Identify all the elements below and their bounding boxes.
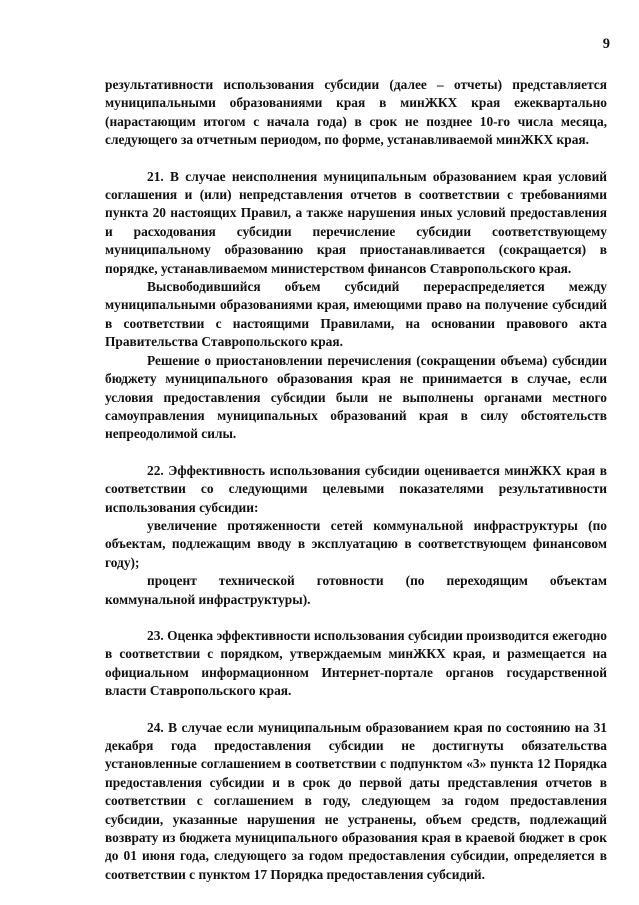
document-body (105, 76, 607, 884)
paragraph-indicator-technical-readiness: процент технической готовности (по переходящим объектам коммунальной инфраструктуры). (105, 573, 607, 607)
paragraph-24-refund: 24. В случае если муниципальным образованием края по состоянию на 31 декабря года предоставления субсидии не достигнуты обязательства установленные соглашением в соответствии с подпунктом «3» пункта 12 Порядка предоставления субсидии и в срок до первой даты представления отчетов в соответствии с соглашением в году, следующем за годом предоставления субсидии, указанные нарушения не устранены, объем средств, подлежащий возврату из бюджета муниципального образования края в краевой бюджет в срок до 01 июня года, следующего за годом предоставления субсидии, определяется в соответствии с пунктом 17 Порядка предоставления субсидий. (105, 719, 607, 882)
paragraph-force-majeure: Решение о приостановлении перечисления (сокращении объема) субсидии бюджету муниципального образования края не принимается в случае, если условия предоставления субсидии были не выполнены органами местного самоуправления муниципальных образований края в силу обстоятельств непреодолимой силы. (105, 352, 607, 442)
paragraph-redistribution: Высвободившийся объем субсидий перераспределяется между муниципальными образованиями края, имеющими право на получение субсидий в соответствии с настоящими Правилами, на основании правового акта Правительства Ставропольского края. (105, 279, 607, 350)
paragraph-reporting-form: результативности использования субсидии (далее – отчеты) представляется муниципальными образованиями края в минЖКХ края ежеквартально (нарастающим итогом с начала года) в срок не позднее 10-го числа месяца, следующего за отчетным периодом, по форме, устанавливаемой минЖКХ края. (105, 77, 607, 148)
page-number: 9 (602, 36, 610, 52)
paragraph-indicator-network-length: увеличение протяженности сетей коммунальной инфраструктуры (по объектам, подлежащим вводу в эксплуатацию в соответствующем финансовом году); (105, 517, 607, 570)
paragraph-22-efficiency: 22. Эффективность использования субсидии оценивается минЖКХ края в соответствии со следующими целевыми показателями результативности использования субсидии: (105, 462, 607, 515)
paragraph-23-assessment: 23. Оценка эффективности использования субсидии производится ежегодно в соответствии с порядком, утверждаемым минЖКХ края, и размещается на официальном информационном Интернет-портале органов государственной власти Ставропольского края. (105, 627, 607, 699)
paragraph-21-suspension: 21. В случае неисполнения муниципальным образованием края условий соглашения и (или) непредставления отчетов в соответствии с требованиями пункта 20 настоящих Правил, а также нарушения иных условий предоставления и расходования субсидии перечисление субсидии соответствующему муниципальному образованию края приостанавливается (сокращается) в порядке, устанавливаемом министерством финансов Ставропольского края. (105, 168, 607, 276)
